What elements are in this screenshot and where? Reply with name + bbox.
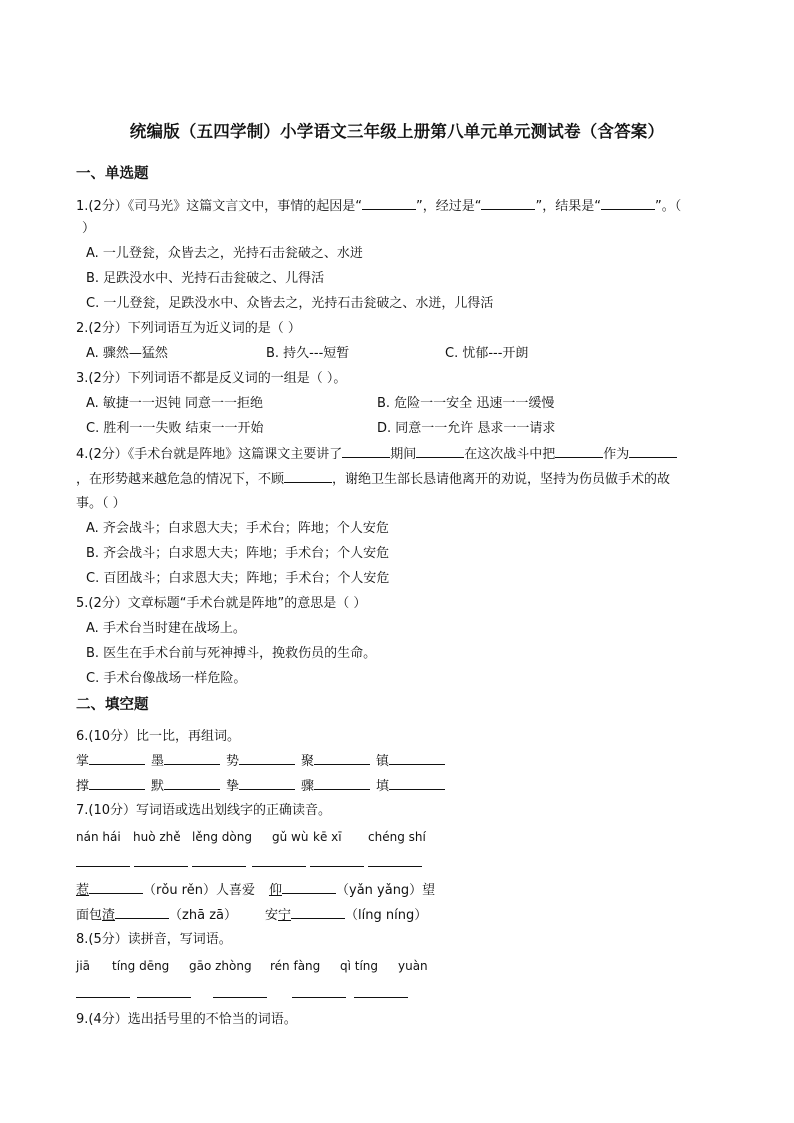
q4-option-b: B. 齐会战斗；白求恩大夫；阵地；手术台；个人安危: [86, 546, 390, 561]
q7-answer-line: [368, 866, 422, 867]
q6-char-cell: 骤: [301, 776, 370, 797]
q8-pinyin: rén fàng: [270, 959, 321, 973]
q4-blank-3: [555, 444, 603, 458]
q7-answer-line: [134, 866, 188, 867]
q8-answer-line: [213, 997, 267, 998]
q6-char-cell: 势: [226, 751, 295, 772]
q4-text-c: 在这次战斗中把: [464, 447, 556, 462]
q4-text-f: ，谢绝卫生部长恳请他离开的劝说，坚持为伤员做手术的故: [332, 472, 671, 487]
q7-reading-line-2: 面包渣 （zhā zā） 安宁 （líng níng）: [76, 905, 427, 926]
q5-option-b: B. 医生在手术台前与死神搏斗，挽救伤员的生命。: [86, 646, 377, 661]
q8-pinyin: tíng dēng: [112, 959, 170, 973]
q3-option-c: C. 胜利一一失败 结束一一开始: [86, 421, 264, 436]
q8-answer-line: [76, 997, 130, 998]
q7-pinyin: huò zhě: [133, 830, 181, 844]
q7-pinyin: lěng dòng: [192, 830, 252, 844]
q6-char-cell: 填: [376, 776, 445, 797]
q7-pinyin: gǔ wù: [272, 830, 309, 844]
question-3-stem: 3.(2分）下列词语不都是反义词的一组是（ ）。: [76, 371, 347, 386]
question-6-stem: 6.(10分）比一比，再组词。: [76, 729, 241, 744]
question-2-stem: 2.(2分）下列词语互为近义词的是（ ）: [76, 321, 301, 336]
question-1-stem: [76, 196, 681, 217]
q4-option-c: C. 百团战斗；白求恩大夫；阵地；手术台；个人安危: [86, 571, 390, 586]
q1-paren-close: ）: [82, 221, 96, 236]
q4-blank-4: [629, 444, 677, 458]
q1-blank-3: [601, 196, 655, 210]
q6-char-cell: 默: [151, 776, 220, 797]
q7-answer-line: [310, 866, 364, 867]
q5-option-c: C. 手术台像战场一样危险。: [86, 671, 247, 686]
page-title: 统编版（五四学制）小学语文三年级上册第八单元单元测试卷（含答案）: [129, 122, 665, 141]
q4-text-b: 期间: [390, 447, 417, 462]
q6-char-cell: 挚: [226, 776, 295, 797]
q4-blank-2: [416, 444, 464, 458]
q8-pinyin: qì tíng: [340, 959, 379, 973]
q8-pinyin: yuàn: [398, 959, 428, 973]
q1-text-b: ”，经过是“: [415, 199, 482, 214]
q2-option-b: B. 持久---短暂: [266, 346, 350, 361]
q4-blank-1: [342, 444, 390, 458]
q7-reading-line-1: 惹 （rǒu rěn）人喜爱 仰 （yǎn yǎng）望: [76, 880, 435, 901]
question-9-stem: 9.(4分）选出括号里的不恰当的词语。: [76, 1012, 297, 1027]
question-5-stem: 5.(2分）文章标题“手术台就是阵地”的意思是（ ）: [76, 596, 367, 611]
q7-answer-line: [252, 866, 306, 867]
q4-text-e: ，在形势越来越危急的情况下，不顾: [76, 472, 285, 487]
q4-text-d: 作为: [603, 447, 630, 462]
q7-answer-line: [76, 866, 130, 867]
section-heading-fill-in: 二、填空题: [76, 697, 149, 713]
question-8-stem: 8.(5分）读拼音，写词语。: [76, 932, 232, 947]
q4-blank-5: [284, 469, 332, 483]
q4-option-a: A. 齐会战斗；白求恩大夫；手术台；阵地；个人安危: [86, 521, 389, 536]
q8-answer-line: [354, 997, 408, 998]
q1-option-a: A. 一儿登瓮，众皆去之，光持石击瓮破之、水迸: [86, 246, 363, 261]
q7-pinyin: nán hái: [76, 830, 121, 844]
q8-answer-line: [137, 997, 191, 998]
q6-char-cell: 镇: [376, 751, 445, 772]
question-4-stem-line-2: [76, 469, 670, 490]
q1-blank-1: [362, 196, 416, 210]
q1-text-d: ”。（: [654, 199, 682, 214]
q8-pinyin: gāo zhòng: [189, 959, 252, 973]
q5-option-a: A. 手术台当时建在战场上。: [86, 621, 246, 636]
q7-answer-line: [192, 866, 246, 867]
q6-char-cell: 聚: [301, 751, 370, 772]
q2-option-a: A. 骤然—猛然: [86, 346, 168, 361]
q1-option-b: B. 足跌没水中、光持石击瓮破之、儿得活: [86, 271, 325, 286]
q1-blank-2: [481, 196, 535, 210]
q6-char-cell: 掌: [76, 751, 145, 772]
q1-option-c: C. 一儿登瓮，足跌没水中、众皆去之，光持石击瓮破之、水迸，儿得活: [86, 296, 494, 311]
q3-option-b: B. 危险一一安全 迅速一一缓慢: [377, 396, 555, 411]
q6-char-cell: 墨: [151, 751, 220, 772]
q7-pinyin: chéng shí: [368, 830, 426, 844]
question-4-stem-line-3: 事。（ ）: [76, 496, 126, 511]
section-heading-single-choice: 一、单选题: [76, 166, 149, 182]
question-4-stem: [76, 444, 677, 465]
q6-char-cell: 撑: [76, 776, 145, 797]
q3-option-d: D. 同意一一允许 恳求一一请求: [377, 421, 556, 436]
q1-text-a: 1.(2分）《司马光》这篇文言文中，事情的起因是“: [76, 199, 362, 214]
q7-pinyin: kē xī: [313, 830, 342, 844]
q1-text-c: ”，结果是“: [535, 199, 601, 214]
question-7-stem: 7.(10分）写词语或选出划线字的正确读音。: [76, 803, 332, 818]
q4-text-a: 4.(2分）《手术台就是阵地》这篇课文主要讲了: [76, 447, 343, 462]
q2-option-c: C. 忧郁---开朗: [445, 346, 529, 361]
q3-option-a: A. 敏捷一一迟钝 同意一一拒绝: [86, 396, 264, 411]
q8-pinyin: jiā: [76, 959, 91, 973]
q8-answer-line: [292, 997, 346, 998]
